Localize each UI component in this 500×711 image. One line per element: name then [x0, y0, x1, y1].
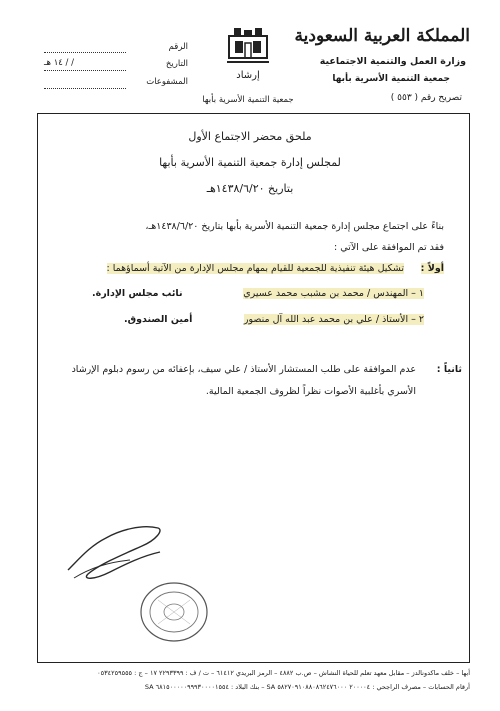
second-item-text-2: الأسري بأغلبية الأصوات نظراً لظروف الجمعية المالية. [205, 386, 416, 397]
second-item-text-1: عدم الموافقة على طلب المستشار الأستاذ / علي سيف، بإعفائه من رسوم دبلوم الإرشاد [71, 364, 416, 375]
doc-title-line3: بتاريخ ١٤٣٨/٦/٢٠هـ [206, 182, 294, 195]
number-field-line [44, 52, 126, 53]
first-item-label: أولاً : [420, 263, 444, 274]
footer-bank-accounts: أرقام الحسابات – مصرف الراجحي : ٢٠٠٠٠٤ ٥٨٢٧٠٩١٠٨٨٠٨٦٢٤٧٦٠٠٠ SA – بنك البلاد : ٦٨١٥٠٠٠٠٠٩٩٩٣٠٠٠٠١٥٥٤ SA [144, 683, 470, 691]
number-label: الرقم [168, 42, 188, 52]
second-item-label: ثانياً : [436, 364, 462, 375]
attachments-field-line [44, 88, 126, 89]
member-2-role: أمين الصندوق. [124, 314, 193, 325]
intro-line1: بناءً على اجتماع مجلس إدارة جمعية التنمية الأسرية بأبها بتاريخ ١٤٣٨/٦/٢٠هـ، [145, 221, 444, 232]
official-stamp [138, 580, 210, 644]
doc-title-line2: لمجلس إدارة جمعية التنمية الأسرية بأبها [159, 156, 341, 169]
member-1-name: ١ – المهندس / محمد بن مشبب محمد عسيري [243, 288, 424, 299]
date-field-line [44, 70, 126, 71]
intro-line2: فقد تم الموافقة على الآتي : [334, 242, 444, 253]
logo-caption: جمعية التنمية الأسرية بأبها [202, 95, 294, 105]
permit-number: تصريح رقم ( ٥٥٣ ) [390, 93, 462, 103]
footer-address: أبها – خلف ماكدونالدز – مقابل معهد تعلم للحياة النشاش – ص.ب ٤٨٨٢ – الرمز البريدي ٦١٤١٢ – ت / ف : ٢٢٩٣٣٩٩ ١٧ – ج : ٠٥٣٤٢٥٩٥٥٥ [97, 669, 470, 677]
member-2-name: ٢ – الأستاذ / علي بن محمد عبد الله آل منصور [243, 314, 424, 325]
first-item-text: تشكيل هيئة تنفيذية للجمعية للقيام بمهام مجلس الإدارة من الآتية أسماؤهما : [106, 263, 404, 274]
ministry-name: وزارة العمل والتنمية الاجتماعية [319, 56, 466, 67]
date-value: / / ١٤ هـ [44, 58, 74, 68]
doc-title-line1: ملحق محضر الاجتماع الأول [188, 130, 312, 143]
handwritten-signature [60, 518, 170, 588]
association-logo [226, 26, 270, 68]
member-1-role: نائب مجلس الإدارة. [92, 288, 183, 299]
attachments-label: المشفوعات [146, 77, 188, 87]
date-label: التاريخ [165, 59, 188, 69]
logo-text: إرشاد [236, 70, 260, 81]
association-name: جمعية التنمية الأسرية بأبها [332, 74, 450, 84]
kingdom-title: المملكة العربية السعودية [294, 26, 470, 46]
